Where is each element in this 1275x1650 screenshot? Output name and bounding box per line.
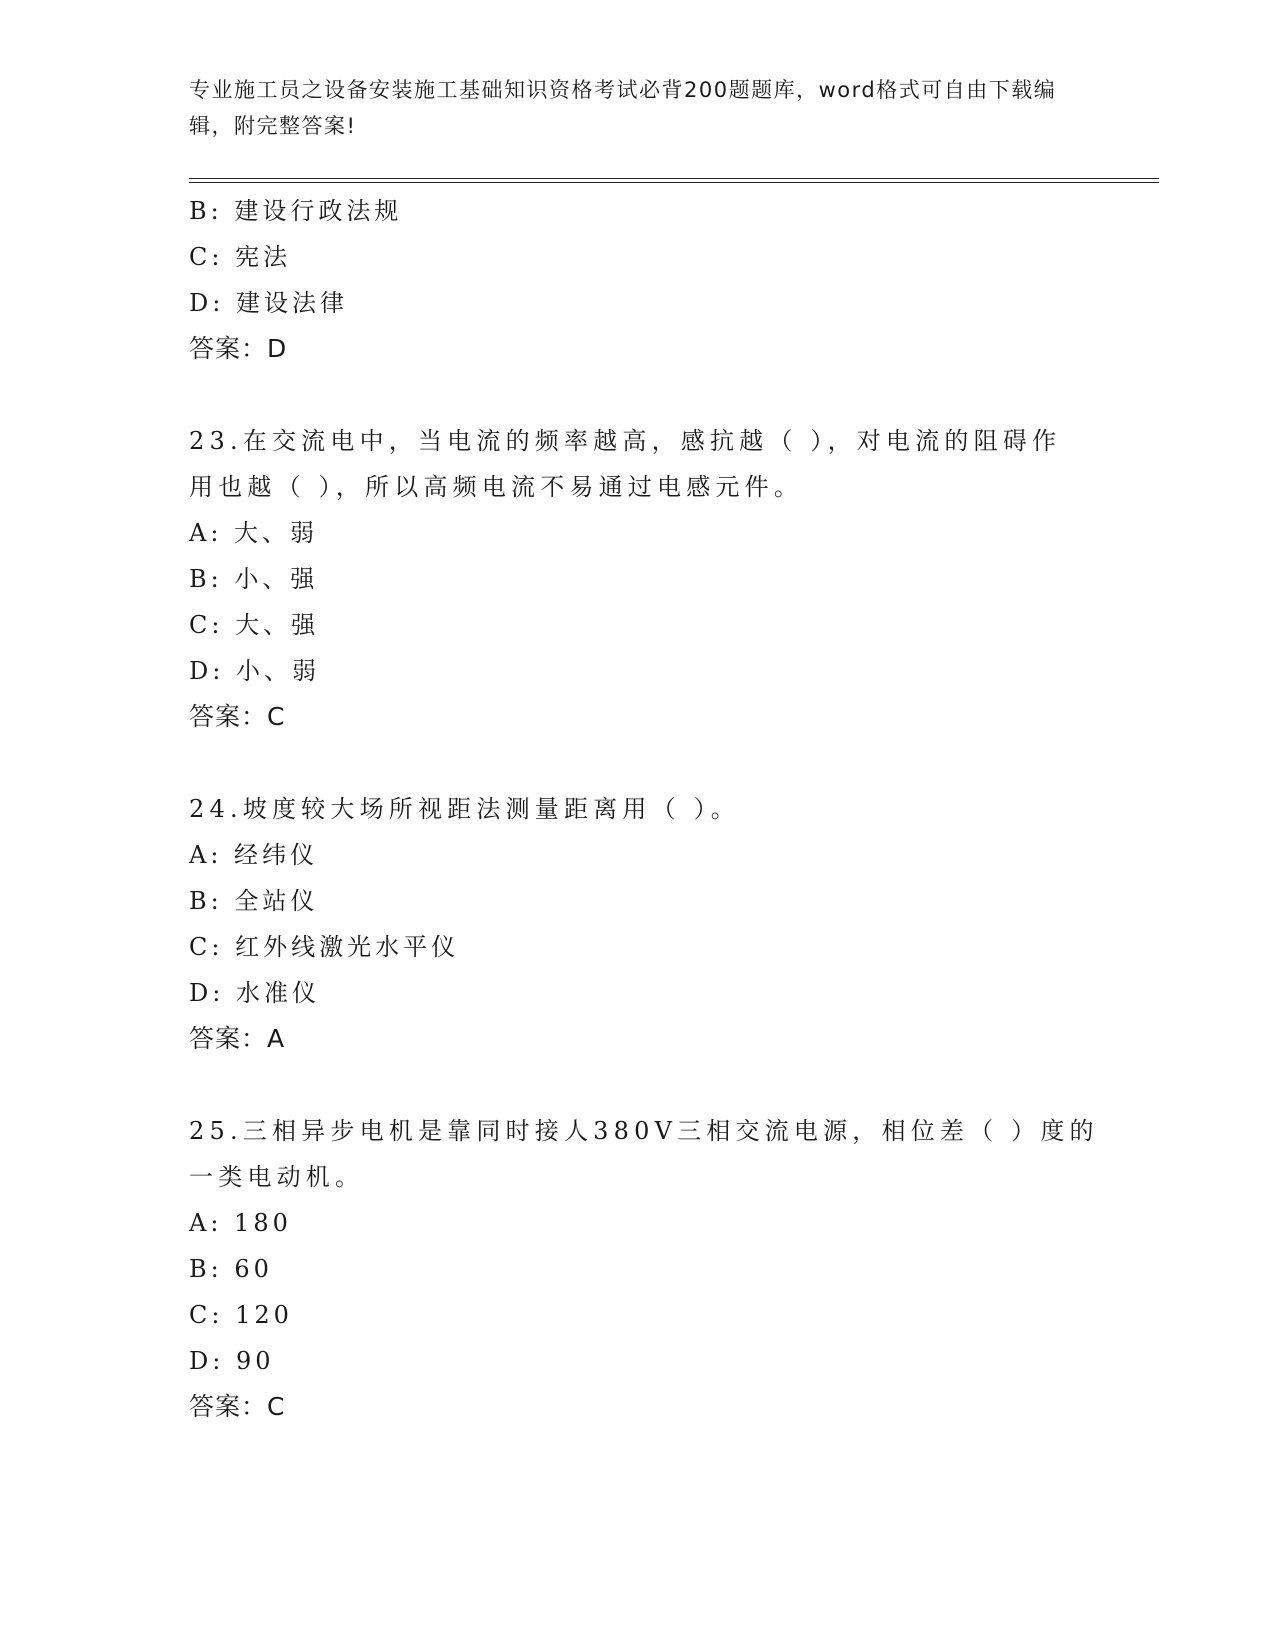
question-stem-line: 用也越（ ），所以高频电流不易通过电感元件。 (189, 473, 804, 501)
question-gap (189, 1062, 1089, 1108)
question-stem-line: 24.坡度较大场所视距法测量距离用（ ）。 (189, 795, 740, 823)
option-a: A: 经纬仪 (189, 841, 319, 869)
option-b: B: 建设行政法规 (189, 197, 403, 225)
option-d: D: 小、弱 (189, 657, 320, 685)
option-c: C: 120 (189, 1301, 293, 1329)
option-b: B: 全站仪 (189, 887, 319, 915)
answer-line: 答案：A (189, 1024, 286, 1053)
option-d: D: 水准仪 (189, 979, 320, 1007)
option-b: B: 60 (189, 1255, 273, 1283)
question-gap (189, 740, 1089, 786)
answer-line: 答案：C (189, 1392, 286, 1421)
document-header: 专业施工员之设备安装施工基础知识资格考试必背200题题库，word格式可自由下载编辑，附完整答案! (189, 78, 1057, 138)
question-24 (189, 786, 1089, 1062)
option-d: D: 90 (189, 1347, 275, 1375)
question-23 (189, 418, 1089, 740)
header-rule-top (189, 178, 1159, 179)
question-25 (189, 1108, 1099, 1430)
question-stem-line: 一类电动机。 (189, 1163, 365, 1191)
question-gap (189, 372, 1089, 418)
answer-line: 答案：C (189, 702, 286, 731)
header-rule-bottom (189, 182, 1159, 183)
answer-line: 答案：D (189, 334, 288, 363)
option-a: A: 大、弱 (189, 519, 319, 547)
question-22-continuation (189, 188, 1089, 372)
question-stem-line: 23.在交流电中，当电流的频率越高，感抗越（ ），对电流的阻碍作 (189, 427, 1062, 455)
option-d: D: 建设法律 (189, 289, 348, 317)
option-a: A: 180 (189, 1209, 292, 1237)
option-c: C: 红外线激光水平仪 (189, 933, 460, 961)
option-c: C: 大、强 (189, 611, 320, 639)
option-c: C: 宪法 (189, 243, 292, 271)
question-list (189, 188, 1099, 1430)
question-stem-line: 25.三相异步电机是靠同时接人380V三相交流电源，相位差（ ）度的 (189, 1117, 1099, 1145)
option-b: B: 小、强 (189, 565, 319, 593)
